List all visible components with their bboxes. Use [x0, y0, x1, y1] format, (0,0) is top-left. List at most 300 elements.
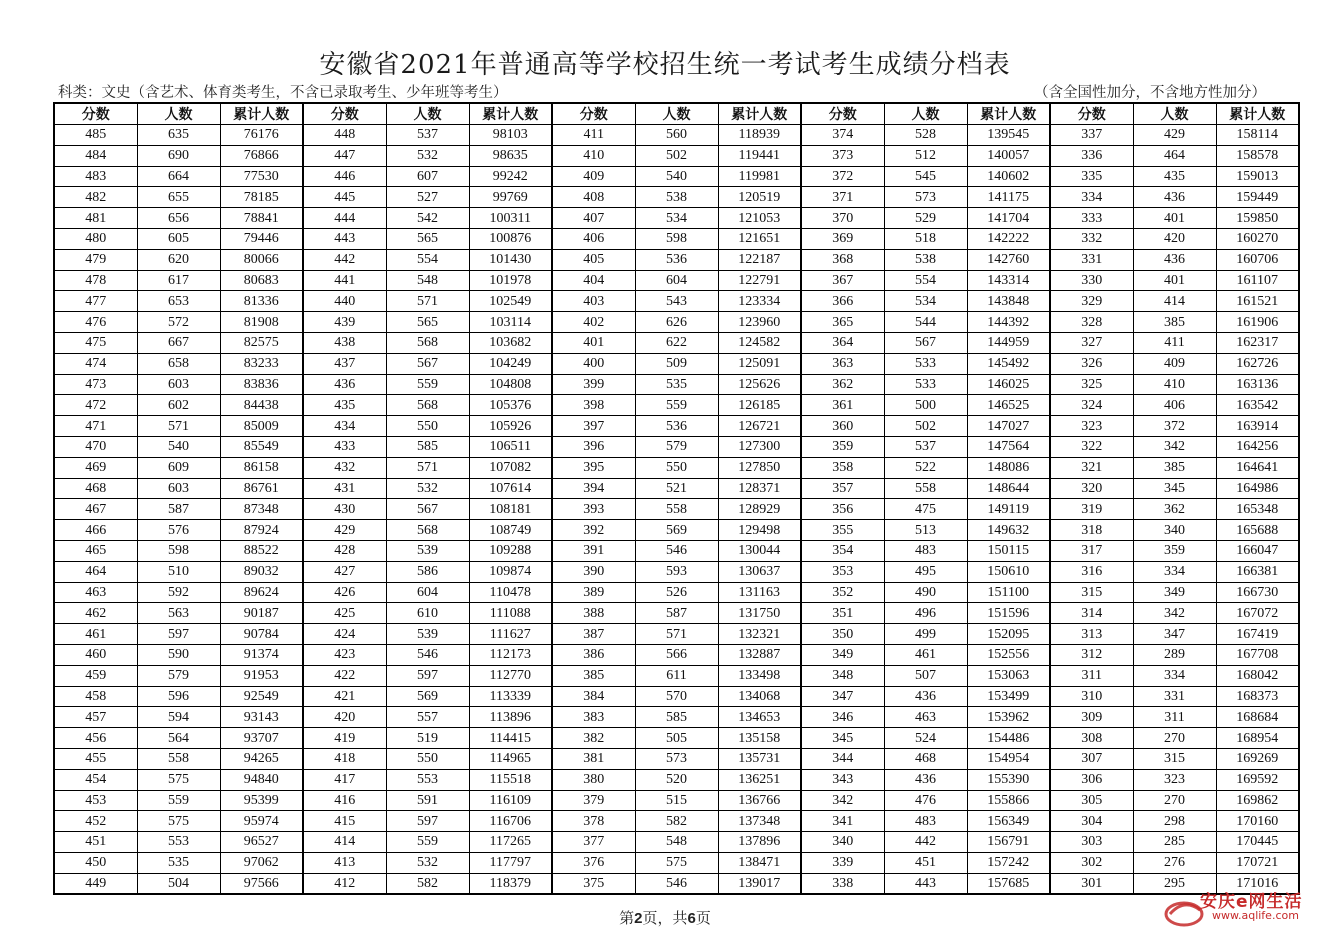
table-cell: 149632	[967, 520, 1050, 541]
table-cell: 137348	[718, 811, 801, 832]
table-cell: 85549	[220, 436, 303, 457]
table-cell: 111088	[469, 603, 552, 624]
table-cell: 563	[137, 603, 220, 624]
table-cell: 91953	[220, 665, 303, 686]
table-cell: 533	[884, 374, 967, 395]
table-cell: 424	[303, 624, 386, 645]
table-cell: 107082	[469, 457, 552, 478]
table-cell: 320	[1050, 478, 1133, 499]
table-cell: 141704	[967, 208, 1050, 229]
table-cell: 406	[552, 228, 635, 249]
table-cell: 426	[303, 582, 386, 603]
table-row	[54, 499, 1299, 520]
table-cell: 335	[1050, 166, 1133, 187]
table-cell: 572	[137, 312, 220, 333]
table-cell: 502	[884, 416, 967, 437]
table-cell: 510	[137, 561, 220, 582]
table-cell: 161107	[1216, 270, 1299, 291]
table-cell: 559	[137, 790, 220, 811]
table-cell: 451	[54, 832, 137, 853]
table-cell: 85009	[220, 416, 303, 437]
table-cell: 483	[884, 540, 967, 561]
table-cell: 582	[386, 873, 469, 894]
table-cell: 559	[635, 395, 718, 416]
table-cell: 527	[386, 187, 469, 208]
table-cell: 342	[801, 790, 884, 811]
table-cell: 127850	[718, 457, 801, 478]
table-cell: 387	[552, 624, 635, 645]
table-cell: 406	[1133, 395, 1216, 416]
table-row	[54, 582, 1299, 603]
table-cell: 164256	[1216, 436, 1299, 457]
table-cell: 596	[137, 686, 220, 707]
table-cell: 444	[303, 208, 386, 229]
table-cell: 307	[1050, 748, 1133, 769]
table-cell: 153499	[967, 686, 1050, 707]
column-header: 人数	[884, 103, 967, 125]
table-cell: 94840	[220, 769, 303, 790]
table-cell: 461	[54, 624, 137, 645]
table-cell: 535	[635, 374, 718, 395]
table-cell: 454	[54, 769, 137, 790]
table-cell: 428	[303, 540, 386, 561]
table-cell: 159013	[1216, 166, 1299, 187]
table-cell: 548	[386, 270, 469, 291]
table-cell: 118379	[469, 873, 552, 894]
table-cell: 545	[884, 166, 967, 187]
table-cell: 447	[303, 145, 386, 166]
table-cell: 455	[54, 748, 137, 769]
page-title: 安徽省2021年普通高等学校招生统一考试考生成绩分档表	[319, 50, 1011, 80]
table-cell: 353	[801, 561, 884, 582]
table-cell: 132887	[718, 644, 801, 665]
table-cell: 362	[801, 374, 884, 395]
table-cell: 550	[386, 748, 469, 769]
table-cell: 380	[552, 769, 635, 790]
table-cell: 154954	[967, 748, 1050, 769]
table-cell: 448	[303, 125, 386, 146]
table-cell: 158578	[1216, 145, 1299, 166]
table-cell: 323	[1133, 769, 1216, 790]
table-cell: 76176	[220, 125, 303, 146]
table-cell: 168373	[1216, 686, 1299, 707]
table-row	[54, 208, 1299, 229]
table-cell: 144959	[967, 332, 1050, 353]
table-header-row	[54, 103, 1299, 125]
table-cell: 437	[303, 353, 386, 374]
table-cell: 148086	[967, 457, 1050, 478]
table-cell: 325	[1050, 374, 1133, 395]
table-cell: 106511	[469, 436, 552, 457]
table-cell: 329	[1050, 291, 1133, 312]
table-cell: 452	[54, 811, 137, 832]
table-row	[54, 291, 1299, 312]
table-row	[54, 145, 1299, 166]
table-cell: 445	[303, 187, 386, 208]
table-cell: 80683	[220, 270, 303, 291]
table-cell: 532	[386, 852, 469, 873]
table-cell: 355	[801, 520, 884, 541]
table-cell: 597	[386, 811, 469, 832]
table-row	[54, 790, 1299, 811]
table-row	[54, 686, 1299, 707]
table-cell: 546	[386, 644, 469, 665]
table-cell: 170160	[1216, 811, 1299, 832]
table-cell: 538	[635, 187, 718, 208]
table-cell: 136251	[718, 769, 801, 790]
table-cell: 528	[884, 125, 967, 146]
table-cell: 144392	[967, 312, 1050, 333]
table-cell: 579	[635, 436, 718, 457]
table-cell: 558	[635, 499, 718, 520]
column-header: 分数	[552, 103, 635, 125]
table-cell: 356	[801, 499, 884, 520]
table-cell: 139545	[967, 125, 1050, 146]
table-cell: 276	[1133, 852, 1216, 873]
table-cell: 333	[1050, 208, 1133, 229]
table-cell: 457	[54, 707, 137, 728]
table-cell: 553	[137, 832, 220, 853]
column-header: 分数	[54, 103, 137, 125]
table-cell: 471	[54, 416, 137, 437]
table-cell: 163136	[1216, 374, 1299, 395]
table-cell: 610	[386, 603, 469, 624]
table-cell: 119981	[718, 166, 801, 187]
table-cell: 95399	[220, 790, 303, 811]
table-cell: 396	[552, 436, 635, 457]
table-cell: 317	[1050, 540, 1133, 561]
table-cell: 306	[1050, 769, 1133, 790]
table-row	[54, 457, 1299, 478]
table-cell: 364	[801, 332, 884, 353]
table-cell: 469	[54, 457, 137, 478]
column-header: 人数	[635, 103, 718, 125]
table-cell: 164986	[1216, 478, 1299, 499]
table-cell: 590	[137, 644, 220, 665]
table-cell: 573	[884, 187, 967, 208]
table-cell: 564	[137, 728, 220, 749]
column-header: 累计人数	[220, 103, 303, 125]
table-cell: 617	[137, 270, 220, 291]
table-cell: 357	[801, 478, 884, 499]
table-cell: 473	[54, 374, 137, 395]
table-cell: 78841	[220, 208, 303, 229]
table-cell: 544	[884, 312, 967, 333]
table-cell: 436	[884, 686, 967, 707]
table-cell: 626	[635, 312, 718, 333]
table-cell: 331	[1050, 249, 1133, 270]
table-cell: 309	[1050, 707, 1133, 728]
table-row	[54, 665, 1299, 686]
table-cell: 318	[1050, 520, 1133, 541]
table-cell: 366	[801, 291, 884, 312]
table-cell: 83233	[220, 353, 303, 374]
table-cell: 461	[884, 644, 967, 665]
table-cell: 475	[884, 499, 967, 520]
table-cell: 170721	[1216, 852, 1299, 873]
watermark-url: www.aqlife.com	[1212, 909, 1299, 922]
table-cell: 87348	[220, 499, 303, 520]
column-header: 分数	[801, 103, 884, 125]
table-cell: 587	[137, 499, 220, 520]
table-cell: 557	[386, 707, 469, 728]
table-cell: 582	[635, 811, 718, 832]
table-cell: 603	[137, 374, 220, 395]
table-cell: 483	[884, 811, 967, 832]
table-cell: 128371	[718, 478, 801, 499]
table-cell: 368	[801, 249, 884, 270]
table-cell: 295	[1133, 873, 1216, 894]
table-cell: 384	[552, 686, 635, 707]
table-cell: 451	[884, 852, 967, 873]
table-cell: 341	[801, 811, 884, 832]
table-cell: 403	[552, 291, 635, 312]
table-cell: 605	[137, 228, 220, 249]
table-cell: 129498	[718, 520, 801, 541]
table-cell: 103682	[469, 332, 552, 353]
table-cell: 418	[303, 748, 386, 769]
table-cell: 598	[137, 540, 220, 561]
table-cell: 481	[54, 208, 137, 229]
footer-middle: 页，共	[642, 909, 688, 927]
table-cell: 401	[552, 332, 635, 353]
table-cell: 153962	[967, 707, 1050, 728]
table-cell: 81908	[220, 312, 303, 333]
table-cell: 536	[635, 249, 718, 270]
table-cell: 148644	[967, 478, 1050, 499]
table-cell: 411	[1133, 332, 1216, 353]
table-cell: 82575	[220, 332, 303, 353]
table-cell: 110478	[469, 582, 552, 603]
table-cell: 374	[801, 125, 884, 146]
table-cell: 102549	[469, 291, 552, 312]
table-cell: 519	[386, 728, 469, 749]
table-cell: 111627	[469, 624, 552, 645]
table-cell: 89624	[220, 582, 303, 603]
table-cell: 464	[54, 561, 137, 582]
table-cell: 371	[801, 187, 884, 208]
table-cell: 446	[303, 166, 386, 187]
table-cell: 597	[137, 624, 220, 645]
table-cell: 93143	[220, 707, 303, 728]
table-cell: 98103	[469, 125, 552, 146]
table-cell: 417	[303, 769, 386, 790]
table-cell: 109874	[469, 561, 552, 582]
table-cell: 122187	[718, 249, 801, 270]
table-cell: 130044	[718, 540, 801, 561]
table-row	[54, 852, 1299, 873]
table-cell: 345	[1133, 478, 1216, 499]
table-cell: 472	[54, 395, 137, 416]
table-cell: 602	[137, 395, 220, 416]
category-note: 科类：文史（含艺术、体育类考生，不含已录取考生、少年班等考生）	[58, 85, 508, 101]
table-cell: 507	[884, 665, 967, 686]
table-cell: 150610	[967, 561, 1050, 582]
table-cell: 484	[54, 145, 137, 166]
table-cell: 147027	[967, 416, 1050, 437]
table-cell: 157242	[967, 852, 1050, 873]
table-cell: 658	[137, 353, 220, 374]
table-cell: 372	[1133, 416, 1216, 437]
table-cell: 439	[303, 312, 386, 333]
table-cell: 495	[884, 561, 967, 582]
table-cell: 513	[884, 520, 967, 541]
table-cell: 429	[1133, 125, 1216, 146]
table-cell: 162317	[1216, 332, 1299, 353]
table-cell: 383	[552, 707, 635, 728]
table-cell: 140057	[967, 145, 1050, 166]
table-cell: 436	[1133, 249, 1216, 270]
table-cell: 449	[54, 873, 137, 894]
table-cell: 575	[635, 852, 718, 873]
table-cell: 521	[635, 478, 718, 499]
table-row	[54, 187, 1299, 208]
column-header: 累计人数	[1216, 103, 1299, 125]
table-cell: 598	[635, 228, 718, 249]
table-cell: 390	[552, 561, 635, 582]
table-row	[54, 811, 1299, 832]
table-cell: 425	[303, 603, 386, 624]
table-cell: 113339	[469, 686, 552, 707]
table-cell: 533	[884, 353, 967, 374]
table-cell: 166047	[1216, 540, 1299, 561]
table-cell: 534	[635, 208, 718, 229]
table-cell: 349	[1133, 582, 1216, 603]
table-cell: 122791	[718, 270, 801, 291]
table-cell: 142760	[967, 249, 1050, 270]
table-cell: 334	[1050, 187, 1133, 208]
table-cell: 77530	[220, 166, 303, 187]
table-cell: 305	[1050, 790, 1133, 811]
table-cell: 105376	[469, 395, 552, 416]
table-cell: 586	[386, 561, 469, 582]
table-row	[54, 873, 1299, 894]
table-cell: 399	[552, 374, 635, 395]
table-cell: 125626	[718, 374, 801, 395]
table-cell: 151596	[967, 603, 1050, 624]
table-cell: 434	[303, 416, 386, 437]
table-cell: 334	[1133, 561, 1216, 582]
table-cell: 80066	[220, 249, 303, 270]
table-cell: 105926	[469, 416, 552, 437]
table-cell: 546	[635, 540, 718, 561]
table-cell: 479	[54, 249, 137, 270]
table-cell: 423	[303, 644, 386, 665]
table-cell: 103114	[469, 312, 552, 333]
table-cell: 635	[137, 125, 220, 146]
column-header: 累计人数	[718, 103, 801, 125]
table-cell: 483	[54, 166, 137, 187]
table-cell: 354	[801, 540, 884, 561]
table-cell: 375	[552, 873, 635, 894]
table-cell: 409	[552, 166, 635, 187]
table-cell: 142222	[967, 228, 1050, 249]
table-cell: 145492	[967, 353, 1050, 374]
table-cell: 358	[801, 457, 884, 478]
table-cell: 362	[1133, 499, 1216, 520]
table-cell: 311	[1050, 665, 1133, 686]
table-cell: 308	[1050, 728, 1133, 749]
table-cell: 83836	[220, 374, 303, 395]
table-cell: 90187	[220, 603, 303, 624]
table-cell: 419	[303, 728, 386, 749]
table-cell: 529	[884, 208, 967, 229]
table-cell: 171016	[1216, 873, 1299, 894]
table-cell: 91374	[220, 644, 303, 665]
table-cell: 576	[137, 520, 220, 541]
table-cell: 155866	[967, 790, 1050, 811]
table-cell: 152095	[967, 624, 1050, 645]
table-cell: 326	[1050, 353, 1133, 374]
table-cell: 92549	[220, 686, 303, 707]
current-page-number: 2	[634, 910, 643, 927]
table-cell: 342	[1133, 436, 1216, 457]
table-cell: 114415	[469, 728, 552, 749]
table-cell: 465	[54, 540, 137, 561]
table-cell: 440	[303, 291, 386, 312]
table-cell: 571	[137, 416, 220, 437]
table-row	[54, 728, 1299, 749]
table-cell: 559	[386, 832, 469, 853]
table-cell: 78185	[220, 187, 303, 208]
table-cell: 534	[884, 291, 967, 312]
table-cell: 591	[386, 790, 469, 811]
table-cell: 343	[801, 769, 884, 790]
table-cell: 340	[1133, 520, 1216, 541]
table-cell: 653	[137, 291, 220, 312]
footer-suffix: 页	[695, 909, 711, 927]
table-cell: 620	[137, 249, 220, 270]
table-cell: 554	[386, 249, 469, 270]
table-cell: 569	[386, 686, 469, 707]
table-cell: 135731	[718, 748, 801, 769]
table-cell: 97062	[220, 852, 303, 873]
table-cell: 168042	[1216, 665, 1299, 686]
table-cell: 393	[552, 499, 635, 520]
table-cell: 386	[552, 644, 635, 665]
table-cell: 397	[552, 416, 635, 437]
table-cell: 532	[386, 145, 469, 166]
table-cell: 373	[801, 145, 884, 166]
score-distribution-table	[53, 102, 1300, 895]
table-cell: 477	[54, 291, 137, 312]
table-cell: 554	[884, 270, 967, 291]
table-cell: 88522	[220, 540, 303, 561]
table-cell: 107614	[469, 478, 552, 499]
table-cell: 655	[137, 187, 220, 208]
table-cell: 342	[1133, 603, 1216, 624]
column-header: 分数	[303, 103, 386, 125]
table-cell: 359	[1133, 540, 1216, 561]
table-cell: 436	[303, 374, 386, 395]
table-row	[54, 166, 1299, 187]
table-body	[54, 125, 1299, 895]
table-cell: 372	[801, 166, 884, 187]
table-cell: 146025	[967, 374, 1050, 395]
column-header: 人数	[1133, 103, 1216, 125]
table-cell: 131750	[718, 603, 801, 624]
table-cell: 163542	[1216, 395, 1299, 416]
table-cell: 301	[1050, 873, 1133, 894]
table-cell: 558	[884, 478, 967, 499]
table-cell: 558	[137, 748, 220, 769]
table-cell: 509	[635, 353, 718, 374]
table-cell: 303	[1050, 832, 1133, 853]
table-cell: 99242	[469, 166, 552, 187]
table-cell: 604	[386, 582, 469, 603]
table-cell: 414	[303, 832, 386, 853]
table-cell: 550	[635, 457, 718, 478]
